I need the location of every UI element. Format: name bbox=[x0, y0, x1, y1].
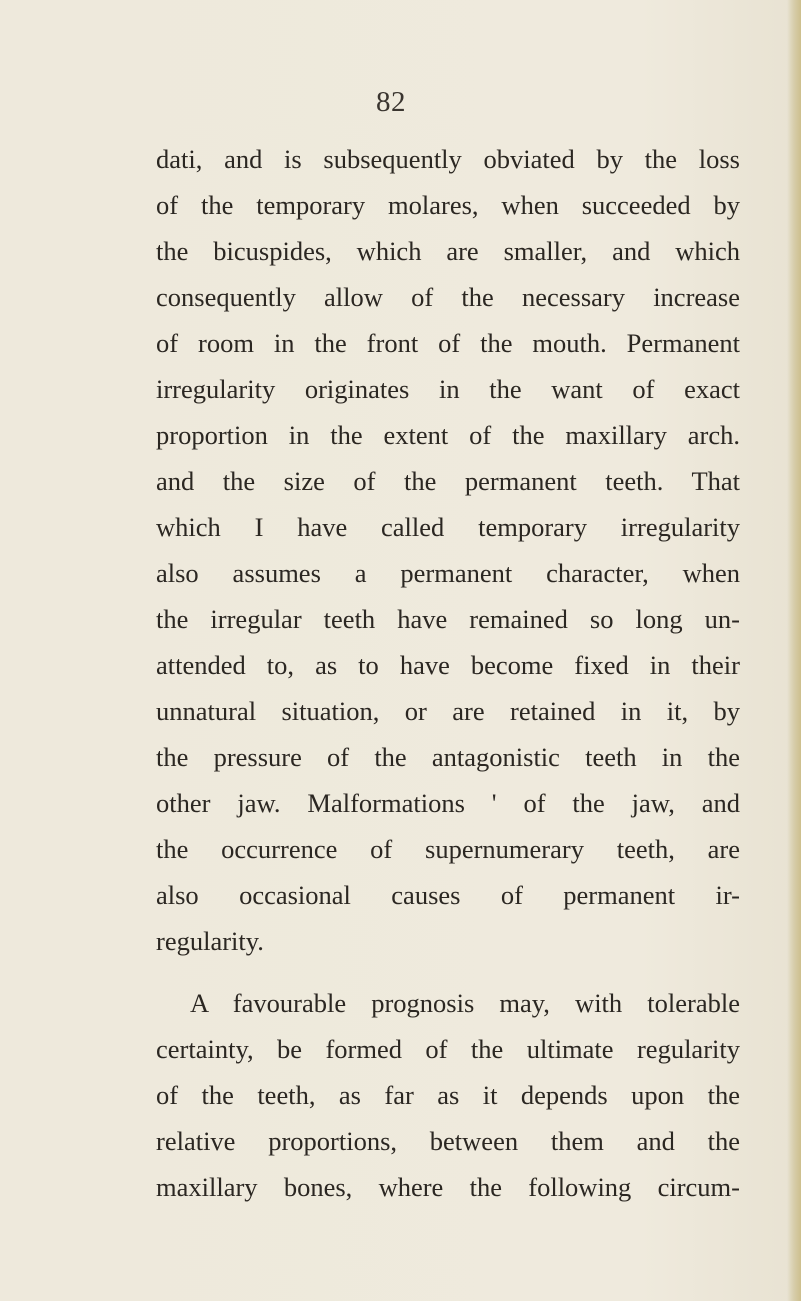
paragraph-2 bbox=[156, 980, 740, 1210]
text-line: unnatural situation, or are retained in it, by bbox=[156, 696, 740, 726]
text-line: also occasional causes of permanent ir- bbox=[156, 880, 740, 910]
text-line: other jaw. Malformations ' of the jaw, and bbox=[156, 788, 740, 818]
text-line: relative proportions, between them and the bbox=[156, 1126, 740, 1156]
text-line: A favourable prognosis may, with tolerable bbox=[190, 988, 740, 1018]
body-text bbox=[156, 136, 740, 1210]
paragraph-spacer bbox=[156, 964, 740, 980]
text-line: proportion in the extent of the maxillary arch. bbox=[156, 420, 740, 450]
text-line: of room in the front of the mouth. Permanent bbox=[156, 328, 740, 358]
text-line: certainty, be formed of the ultimate regularity bbox=[156, 1034, 740, 1064]
page-edge bbox=[787, 0, 801, 1301]
text-line: dati, and is subsequently obviated by the loss bbox=[156, 144, 740, 174]
text-line: the bicuspides, which are smaller, and which bbox=[156, 236, 740, 266]
text-line: and the size of the permanent teeth. That bbox=[156, 466, 740, 496]
text-line: attended to, as to have become fixed in their bbox=[156, 650, 740, 680]
text-line: of the teeth, as far as it depends upon the bbox=[156, 1080, 740, 1110]
text-line: the irregular teeth have remained so long un- bbox=[156, 604, 740, 634]
text-line: which I have called temporary irregularity bbox=[156, 512, 740, 542]
text-line: regularity. bbox=[156, 926, 264, 956]
text-line: maxillary bones, where the following circum- bbox=[156, 1172, 740, 1202]
paragraph-1 bbox=[156, 136, 740, 964]
page-number: 82 bbox=[376, 86, 406, 118]
text-line: the occurrence of supernumerary teeth, are bbox=[156, 834, 740, 864]
text-line: of the temporary molares, when succeeded by bbox=[156, 190, 740, 220]
text-line: also assumes a permanent character, when bbox=[156, 558, 740, 588]
text-line: irregularity originates in the want of exact bbox=[156, 374, 740, 404]
text-line: the pressure of the antagonistic teeth in the bbox=[156, 742, 740, 772]
text-line: consequently allow of the necessary increase bbox=[156, 282, 740, 312]
